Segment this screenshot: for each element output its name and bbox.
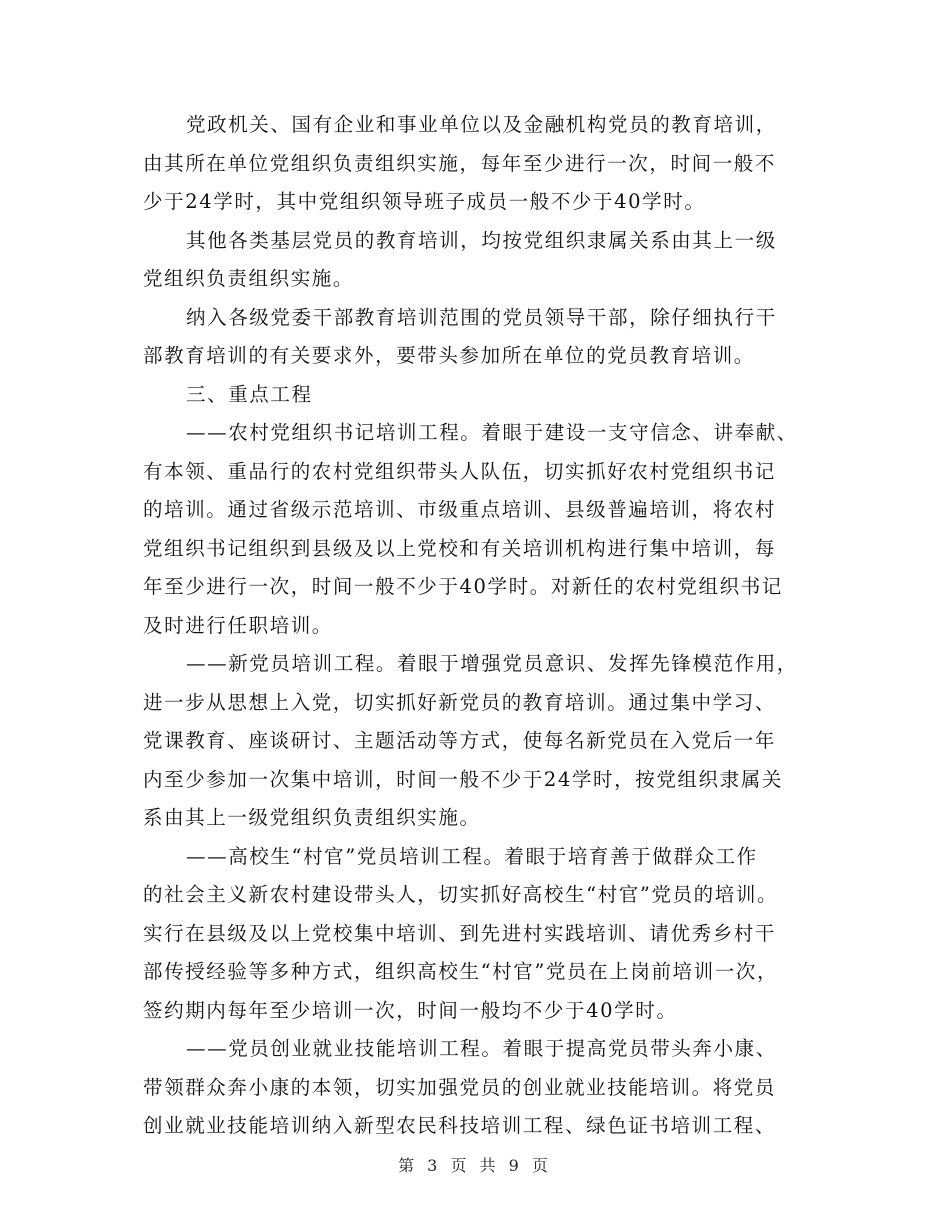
text-line: 有本领、重品行的农村党组织带头人队伍，切实抓好农村党组织书记 (143, 459, 777, 483)
text-line: 由其所在单位党组织负责组织实施，每年至少进行一次，时间一般不 (143, 151, 777, 175)
text-line: 党组织书记组织到县级及以上党校和有关培训机构进行集中培训，每 (143, 536, 777, 560)
text-line: 及时进行任职培训。 (143, 613, 333, 637)
text-line: 内至少参加一次集中培训，时间一般不少于24学时，按党组织隶属关 (143, 767, 783, 791)
text-line: 少于24学时，其中党组织领导班子成员一般不少于40学时。 (143, 190, 706, 213)
text-line: 进一步从思想上入党，切实抓好新党员的教育培训。通过集中学习、 (143, 690, 777, 714)
text-line: 其他各类基层党员的教育培训，均按党组织隶属关系由其上一级 (186, 228, 777, 252)
text-line: 党组织负责组织实施。 (143, 267, 355, 290)
page-footer: 第 3 页 共 9 页 (398, 1156, 552, 1175)
text-line: 签约期内每年至少培训一次，时间一般均不少于40学时。 (143, 998, 678, 1022)
text-line: 创业就业技能培训纳入新型农民科技培训工程、绿色证书培训工程、 (143, 1114, 777, 1137)
text-line: 三、重点工程 (186, 382, 313, 406)
document-body (143, 106, 808, 1146)
text-line: 实行在县级及以上党校集中培训、到先进村实践培训、请优秀乡村干 (143, 921, 777, 945)
text-line: ——新党员培训工程。着眼于增强党员意识、发挥先锋模范作用， (186, 652, 798, 675)
text-line: 系由其上一级党组织负责组织实施。 (143, 806, 481, 829)
text-line: 带领群众奔小康的本领，切实加强党员的创业就业技能培训。将党员 (143, 1075, 777, 1099)
text-line: 的社会主义新农村建设带头人，切实抓好高校生“村官”党员的培训。 (143, 883, 779, 906)
text-line: 部传授经验等多种方式，组织高校生“村官”党员在上岗前培训一次， (143, 960, 779, 983)
text-line: 党课教育、座谈研讨、主题活动等方式，使每名新党员在入党后一年 (143, 729, 777, 752)
text-line: 部教育培训的有关要求外，要带头参加所在单位的党员教育培训。 (143, 344, 755, 367)
text-line: 的培训。通过省级示范培训、市级重点培训、县级普遍培训，将农村 (143, 498, 777, 521)
text-line: 年至少进行一次，时间一般不少于40学时。对新任的农村党组织书记 (143, 575, 783, 598)
text-line: 党政机关、国有企业和事业单位以及金融机构党员的教育培训， (186, 113, 777, 136)
text-line: 纳入各级党委干部教育培训范围的党员领导干部，除仔细执行干 (186, 305, 777, 329)
text-line: ——党员创业就业技能培训工程。着眼于提高党员带头奔小康、 (186, 1037, 777, 1060)
text-line: ——高校生“村官”党员培训工程。着眼于培育善于做群众工作 (186, 844, 758, 868)
text-line: ——农村党组织书记培训工程。着眼于建设一支守信念、讲奉献、 (186, 421, 798, 444)
